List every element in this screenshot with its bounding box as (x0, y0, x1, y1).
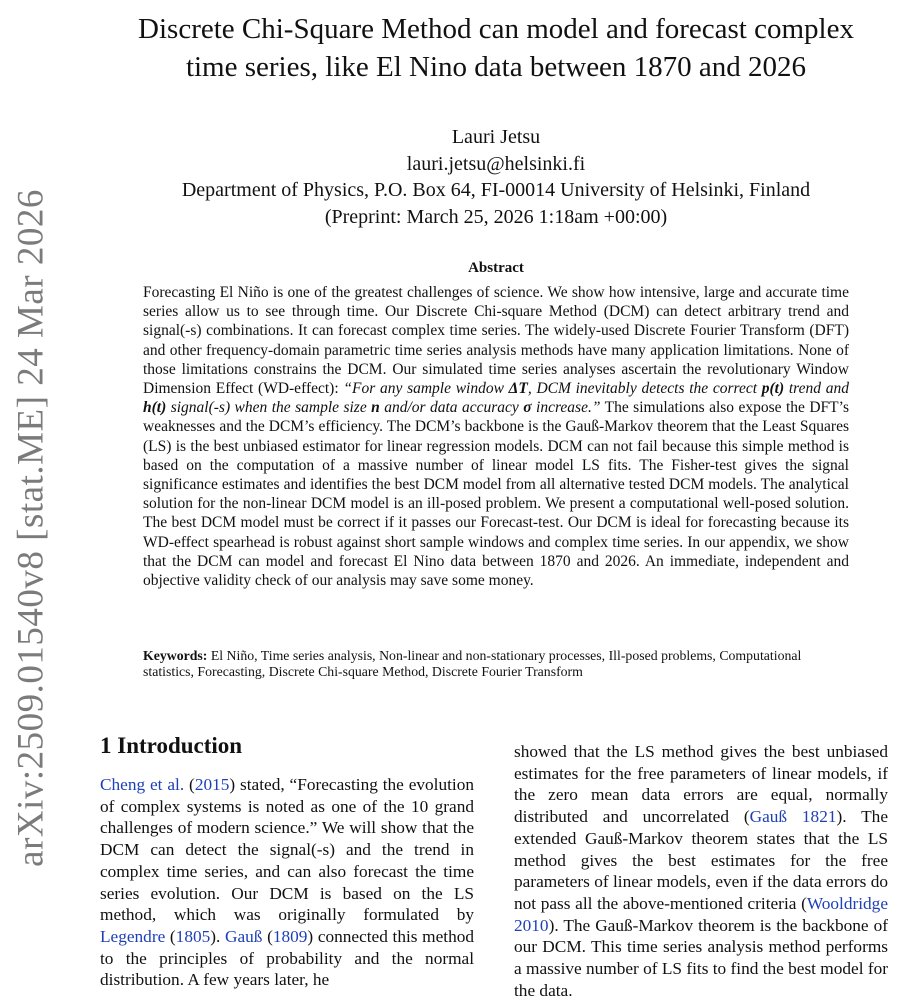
author-block (90, 124, 902, 230)
citation-cheng[interactable]: Cheng et al. (100, 775, 185, 794)
symbol-h-t: h(t) (143, 399, 167, 417)
text-seg: ( (184, 775, 195, 794)
abstract-body (143, 283, 849, 590)
author-affiliation: Department of Physics, P.O. Box 64, FI-00014 University of Helsinki, Finland (181, 179, 811, 201)
symbol-sigma: σ (523, 399, 532, 417)
introduction-left-column (100, 774, 474, 991)
abstract-text-2: The simulations also expose the DFT’s weaknesses and the DCM’s efficiency. The DCM’s backbone is the Gauß-Markov theorem that the Least Squares (LS) is the best unbiased estimator for linear regression models. DCM can not fail because this simple method is based on the computation of a massive number of linear model LS fits. The Fisher-test gives the signal significance estimates and identifies the best DCM model from all alternative tested DCM models. The analytical solution for the non-linear DCM model is an ill-posed problem. We present a computational well-posed solution. The best DCM model must be correct if it passes our Forecast-test. Our DCM is ideal for forecasting because its WD-effect spearhead is robust against short sample windows and complex time series. In our appendix, we show that the DCM can model and forecast El Nino data between 1870 and 2026. An immediate, independent and objective validity check of our analysis may save some money. (143, 399, 849, 590)
text-seg: ) connected this method to the principles of probability and the normal distribution. A few years later, he (100, 926, 474, 990)
preprint-date: (Preprint: March 25, 2026 1:18am +00:00) (324, 205, 668, 228)
arxiv-sidebar (0, 0, 62, 1000)
text-seg: ). The Gauß-Markov theorem is the backbone of our DCM. This time series analysis method performs a massive number of LS fits to find the best model for the data. (514, 915, 888, 1000)
text-seg: showed that the LS method gives the best unbiased estimates for the free parameters of linear models, if the zero mean data errors are equal, normally distributed and uncorrelated ( (514, 742, 888, 827)
quote-seg-a: “For any sample window (343, 380, 509, 398)
text-seg: ). (210, 926, 225, 946)
text-seg: ) stated, “Forecasting the evolution of complex systems is noted as one of the 10 grand challenges of modern science.” We will show that the DCM can detect the signal(-s) and the trend in complex time series, and can also forecast the time series evolution. Our DCM is based on the LS method, which was originally formulated by (100, 775, 475, 925)
keywords-label: Keywords: (143, 648, 208, 663)
section-heading-introduction: 1 Introduction (100, 733, 243, 758)
quote-seg-d: signal(-s) when the sample size (166, 399, 372, 417)
text-seg: ( (165, 926, 176, 946)
abstract-heading: Abstract (468, 260, 524, 276)
paper-title (90, 10, 902, 86)
citation-gauss-1821[interactable]: Gauß 1821 (749, 807, 837, 827)
symbol-p-t: p(t) (761, 380, 785, 398)
citation-cheng-year[interactable]: 2015 (194, 775, 230, 794)
text-seg: ( (262, 926, 273, 946)
quote-seg-c: trend and (784, 380, 849, 398)
symbol-n: n (371, 399, 380, 417)
introduction-right-column (514, 741, 888, 1001)
quote-seg-e: and/or data accuracy (379, 399, 524, 417)
citation-wooldridge[interactable]: Wooldridge 2010 (514, 893, 888, 935)
title-line-2: time series, like El Nino data between 1870 and 2026 (185, 51, 807, 83)
text-seg: ). The extended Gauß-Markov theorem states that the LS method gives the best estimates for the free parameters of linear models, even if the data errors do not pass all the above-mentioned criteria ( (514, 807, 888, 913)
citation-gauss-year[interactable]: 1809 (272, 926, 308, 946)
keywords-list: El Niño, Time series analysis, Non-linear and non-stationary processes, Ill-posed problems, Computational statistics, Forecasting, Discrete Chi-square Method, Discrete Fourier Transform (143, 648, 802, 679)
symbol-delta-t: ΔT (508, 380, 528, 398)
arxiv-identifier: arXiv:2509.01540v8 [stat.ME] 24 Mar 2026 (10, 189, 52, 867)
citation-gauss[interactable]: Gauß (224, 926, 263, 946)
abstract-text-1: Forecasting El Niño is one of the greatest challenges of science. We show how intensive, large and accurate time series allow us to see through time. Our Discrete Chi-square Method (DCM) can detect arbitrary trend and signal(-s) combinations. It can forecast complex time series. The widely-used Discrete Fourier Transform (DFT) and other frequency-domain parametric time series analysis methods have many application limitations. None of those limitations constrains the DCM. Our simulated time series analyses ascertain the revolutionary Window Dimension Effect (WD-effect): (143, 284, 849, 398)
title-line-1: Discrete Chi-Square Method can model and forecast complex (138, 13, 854, 45)
citation-legendre-year[interactable]: 1805 (175, 926, 211, 946)
quote-seg-f: increase.” (531, 399, 601, 417)
author-name: Lauri Jetsu (451, 126, 541, 148)
quote-seg-b: , DCM inevitably detects the correct (527, 380, 762, 398)
author-email[interactable]: lauri.jetsu@helsinki.fi (406, 152, 586, 175)
citation-legendre[interactable]: Legendre (100, 926, 166, 946)
keywords (143, 648, 849, 680)
